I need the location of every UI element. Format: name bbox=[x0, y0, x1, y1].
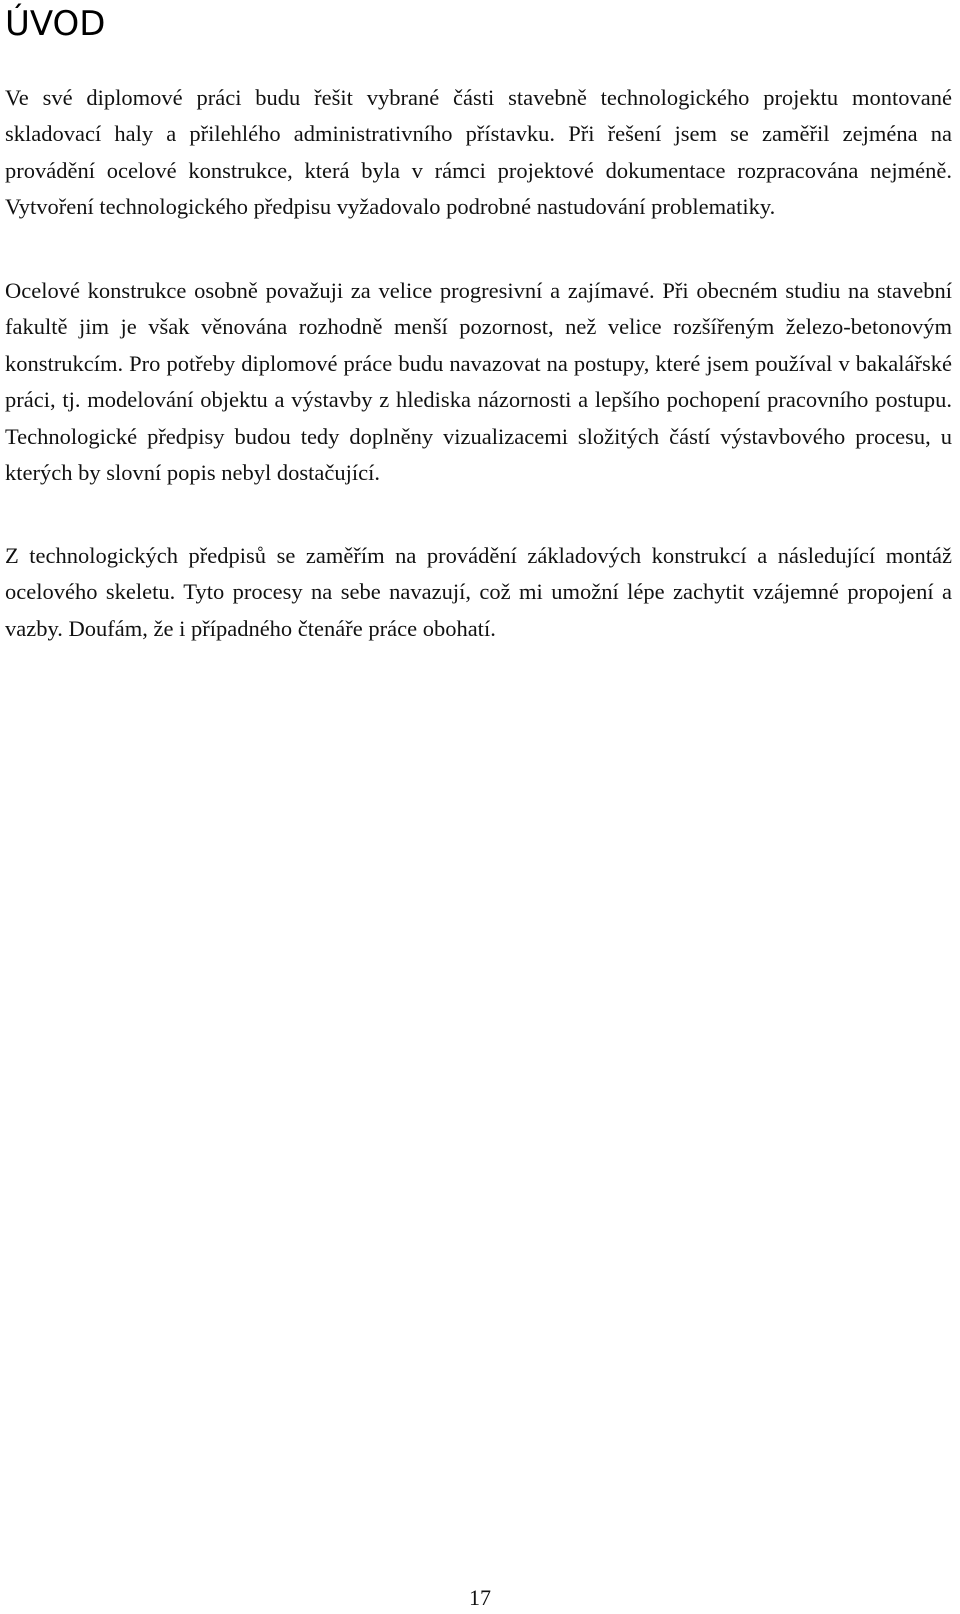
paragraph-intro: Ve své diplomové práci budu řešit vybrané části stavebně technologického projektu montované skladovací haly a přilehlého administrativního přístavku. Při řešení jsem se zaměřil zejména na provádění ocelové konstrukce, která byla v rámci projektové dokumentace rozpracována nejméně. Vytvoření technologického předpisu vyžadovalo podrobné nastudování problematiky. bbox=[5, 85, 952, 220]
section-heading: ÚVOD bbox=[5, 4, 106, 44]
paragraph-technological-specs: Z technologických předpisů se zaměřím na provádění základových konstrukcí a následující montáž ocelového skeletu. Tyto procesy na sebe navazují, což mi umožní lépe zachytit vzájemné propojení a vazby. Doufám, že i případného čtenáře práce obohatí. bbox=[5, 543, 952, 641]
paragraph-steel-structures: Ocelové konstrukce osobně považuji za velice progresivní a zajímavé. Při obecném studiu na stavební fakultě jim je však věnována rozhodně menší pozornost, než velice rozšířeným železo-betonovým konstrukcím. Pro potřeby diplomové práce budu navazovat na postupy, které jsem používal v bakalářské práci, tj. modelování objektu a výstavby z hlediska názornosti a lepšího pochopení pracovního postupu. Technologické předpisy budou tedy doplněny vizualizacemi složitých částí výstavbového procesu, u kterých by slovní popis nebyl dostačující. bbox=[5, 278, 952, 486]
page-number: 17 bbox=[469, 1585, 491, 1610]
